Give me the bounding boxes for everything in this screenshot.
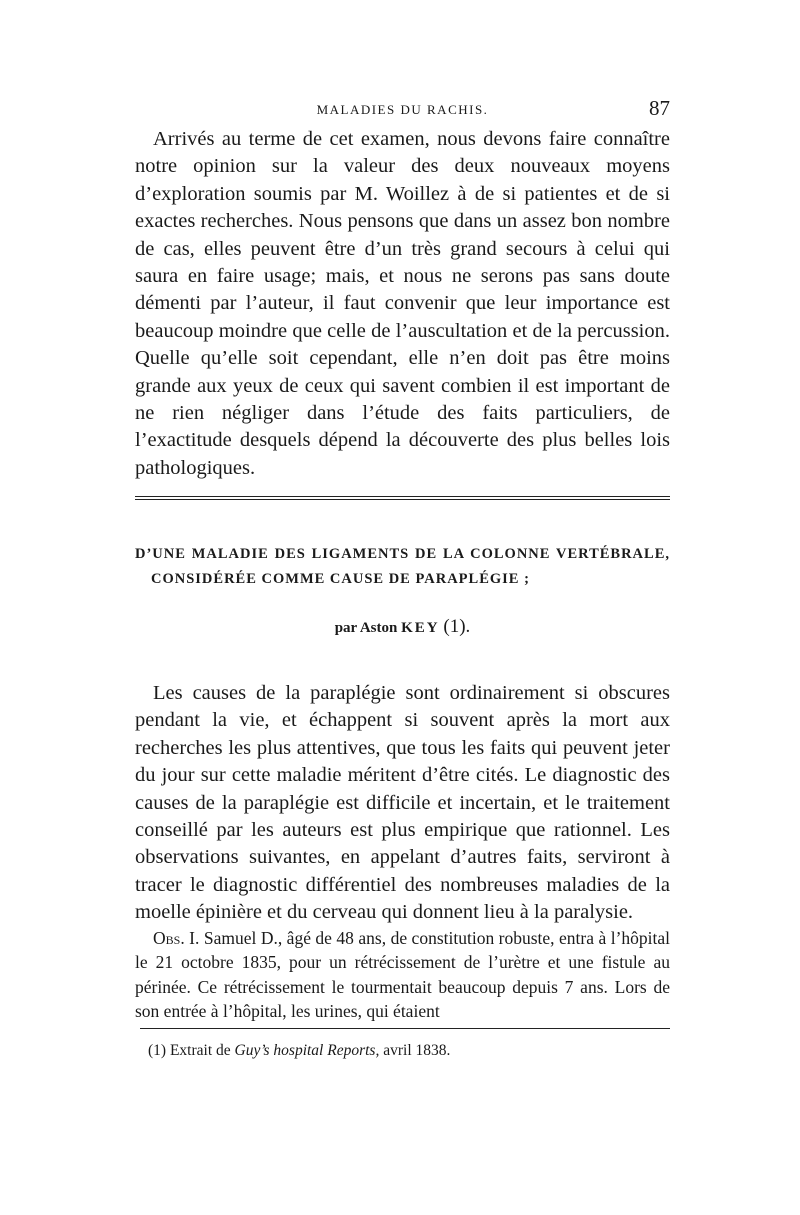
footnote-reference: (1). [443,616,471,637]
footnote-divider [140,1028,670,1029]
article-title-line-1: D’UNE MALADIE DES LIGAMENTS DE LA COLONNE VERTÉBRALE, [135,546,670,562]
footnote-prefix: Extrait de [169,1042,231,1059]
page-number: 87 [649,96,670,120]
observation-text: Samuel D., âgé de 48 ans, de constitution robuste, entra à l’hôpital le 21 octobre 1835, pour un rétrécissement de l’urètre et une fistule au périnée. Ce rétrécissement le tourmentait beaucoup depuis 7 ans. Lors de son entrée à l’hôpital, les urines, qui étaient [135,928,671,1022]
observation-label: Obs. I. [153,928,200,948]
article-title-line-2: CONSIDÉRÉE COMME CAUSE DE PARAPLÉGIE ; [151,571,530,587]
footnote-date: avril 1838. [383,1042,451,1059]
author-name: KEY [401,620,440,636]
page-header [135,96,670,120]
section-divider [135,496,670,500]
footnote [148,1042,668,1060]
byline [135,616,670,638]
footnote-source: Guy’s hospital Reports, [234,1042,380,1059]
article-paragraph: Les causes de la paraplégie sont ordinairement si obscures pendant la vie, et échappent si souvent après la mort aux recherches les plus attentives, que tous les faits qui peuvent jeter du jour sur cette maladie méritent d’être cités. Le diagnostic des causes de la paraplégie est difficile et incertain, et le traitement conseillé par les auteurs est plus empirique que rationnel. Les observations suivantes, en appelant d’autres faits, serviront à tracer le diagnostic différentiel des nombreuses maladies de la moelle épinière et du cerveau qui donnent lieu à la paralysie. [135,682,670,924]
byline-prefix: par Aston [334,620,398,636]
intro-paragraph: Arrivés au terme de cet examen, nous devons faire connaître notre opinion sur la valeur des deux nouveaux moyens d’exploration soumis par M. Woillez à de si patientes et de si exactes recherches. Nous pensons que dans un assez bon nombre de cas, elles peuvent être d’un très grand secours à celui qui saura en faire usage; mais, et nous ne serons pas sans doute démenti par l’auteur, il faut convenir que leur importance est beaucoup moindre que celle de l’auscultation et de la percussion. Quelle qu’elle soit cependant, elle n’en doit pas être moins grande aux yeux de ceux qui savent combien il est important de ne rien négliger dans l’étude des faits particuliers, de l’exactitude desquels dépend la découverte des plus belles lois pathologiques. [135,128,670,479]
running-title: MALADIES DU RACHIS. [316,102,489,117]
observation-paragraph [135,926,670,1024]
article-title [135,542,670,592]
footnote-marker: (1) [148,1042,167,1059]
